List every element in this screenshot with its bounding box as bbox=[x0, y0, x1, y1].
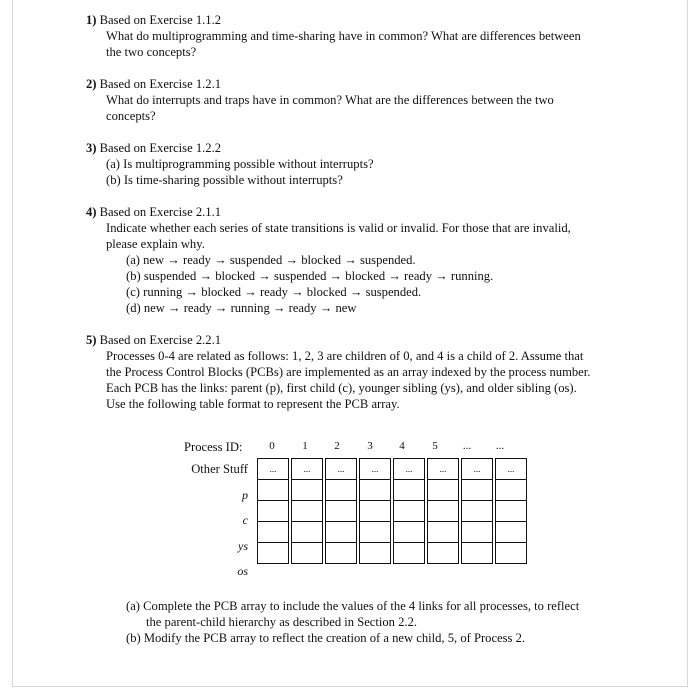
pcb-table bbox=[257, 458, 527, 564]
pcb-cell bbox=[326, 501, 357, 522]
question-number: 2) bbox=[86, 77, 97, 91]
pcb-cell bbox=[360, 480, 391, 501]
question-heading: Based on Exercise 1.2.2 bbox=[99, 141, 222, 155]
tasks bbox=[126, 598, 626, 646]
transition-item-b: (b) suspended → blocked → suspended → blocked → ready → running. bbox=[126, 269, 494, 283]
row-label-ys: ys bbox=[238, 539, 248, 553]
question-heading: Based on Exercise 1.1.2 bbox=[99, 13, 222, 27]
question-2 bbox=[86, 76, 626, 124]
pcb-cell bbox=[394, 501, 425, 522]
question-text-line: What do interrupts and traps have in common? What are the differences between the two bbox=[106, 93, 554, 107]
transition-item-d: (d) new → ready → running → ready → new bbox=[126, 301, 357, 315]
question-number: 3) bbox=[86, 141, 97, 155]
pcb-cell bbox=[258, 501, 289, 522]
pcb-cell bbox=[428, 543, 459, 564]
pcb-cell bbox=[428, 480, 459, 501]
process-id-1: 1 bbox=[302, 440, 308, 452]
question-heading: Based on Exercise 1.2.1 bbox=[99, 77, 222, 91]
process-id-3: 3 bbox=[367, 440, 373, 452]
pcb-cell bbox=[462, 522, 493, 543]
pcb-cell bbox=[462, 543, 493, 564]
pcb-cell bbox=[360, 501, 391, 522]
pcb-cell bbox=[292, 543, 323, 564]
pcb-cell bbox=[394, 522, 425, 543]
question-text-line: (b) Is time-sharing possible without interrupts? bbox=[106, 173, 343, 187]
pcb-cell bbox=[496, 480, 527, 501]
process-id-more: ... bbox=[495, 440, 505, 452]
other-stuff-cell: ... bbox=[292, 459, 323, 480]
question-number: 5) bbox=[86, 333, 97, 347]
question-text-line: concepts? bbox=[106, 109, 156, 123]
question-text-line: (a) Is multiprogramming possible without interrupts? bbox=[106, 157, 374, 171]
other-stuff-cell: ... bbox=[326, 459, 357, 480]
other-stuff-cell: ... bbox=[496, 459, 527, 480]
other-stuff-cell: ... bbox=[258, 459, 289, 480]
question-heading: Based on Exercise 2.2.1 bbox=[99, 333, 222, 347]
question-number: 4) bbox=[86, 205, 97, 219]
pcb-cell bbox=[360, 522, 391, 543]
question-1 bbox=[86, 12, 626, 60]
pcb-cell bbox=[428, 522, 459, 543]
pcb-cell bbox=[258, 480, 289, 501]
other-stuff-cell: ... bbox=[360, 459, 391, 480]
question-3 bbox=[86, 140, 626, 188]
pcb-cell bbox=[258, 543, 289, 564]
process-id-0: 0 bbox=[269, 440, 275, 452]
transition-item-a: (a) new → ready → suspended → blocked → suspended. bbox=[126, 253, 416, 267]
pcb-cell bbox=[428, 501, 459, 522]
row-label-c: c bbox=[242, 513, 248, 527]
pcb-cell bbox=[326, 480, 357, 501]
other-stuff-cell: ... bbox=[428, 459, 459, 480]
question-number: 1) bbox=[86, 13, 97, 27]
pcb-cell bbox=[292, 522, 323, 543]
other-stuff-cell: ... bbox=[462, 459, 493, 480]
other-stuff-label: Other Stuff bbox=[191, 462, 248, 476]
process-id-more: ... bbox=[462, 440, 472, 452]
row-label-p: p bbox=[242, 488, 248, 502]
other-stuff-cell: ... bbox=[394, 459, 425, 480]
question-text-line: the two concepts? bbox=[106, 45, 197, 59]
process-id-4: 4 bbox=[399, 440, 405, 452]
row-label-os: os bbox=[237, 564, 248, 578]
question-text-line: Indicate whether each series of state transitions is valid or invalid. For those that are invalid, bbox=[106, 221, 571, 235]
question-text-line: Use the following table format to represent the PCB array. bbox=[106, 397, 400, 411]
pcb-cell bbox=[394, 543, 425, 564]
task-a-line-2: the parent-child hierarchy as described in Section 2.2. bbox=[146, 615, 418, 629]
question-4 bbox=[86, 204, 626, 316]
pcb-cell bbox=[496, 543, 527, 564]
question-text-line: What do multiprogramming and time-sharing have in common? What are differences between bbox=[106, 29, 581, 43]
question-5 bbox=[86, 332, 626, 412]
pcb-cell bbox=[496, 522, 527, 543]
task-a-line-1: (a) Complete the PCB array to include the values of the 4 links for all processes, to reflect bbox=[126, 599, 580, 613]
question-text-line: Processes 0-4 are related as follows: 1, 2, 3 are children of 0, and 4 is a child of 2. Assume that bbox=[106, 349, 584, 363]
process-id-5: 5 bbox=[432, 440, 438, 452]
pcb-cell bbox=[462, 480, 493, 501]
pcb-cell bbox=[326, 522, 357, 543]
process-id-2: 2 bbox=[334, 440, 340, 452]
pcb-cell bbox=[326, 543, 357, 564]
process-id-label: Process ID: bbox=[184, 440, 243, 454]
pcb-cell bbox=[292, 480, 323, 501]
pcb-cell bbox=[292, 501, 323, 522]
task-b: (b) Modify the PCB array to reflect the creation of a new child, 5, of Process 2. bbox=[126, 631, 526, 645]
pcb-cell bbox=[462, 501, 493, 522]
pcb-cell bbox=[496, 501, 527, 522]
question-heading: Based on Exercise 2.1.1 bbox=[99, 205, 222, 219]
question-text-line: Each PCB has the links: parent (p), first child (c), younger sibling (ys), and older sibling (os). bbox=[106, 381, 577, 395]
question-text-line: please explain why. bbox=[106, 237, 205, 251]
transition-item-c: (c) running → blocked → ready → blocked → suspended. bbox=[126, 285, 422, 299]
pcb-cell bbox=[360, 543, 391, 564]
pcb-cell bbox=[394, 480, 425, 501]
question-text-line: the Process Control Blocks (PCBs) are implemented as an array indexed by the process number. bbox=[106, 365, 591, 379]
pcb-cell bbox=[258, 522, 289, 543]
